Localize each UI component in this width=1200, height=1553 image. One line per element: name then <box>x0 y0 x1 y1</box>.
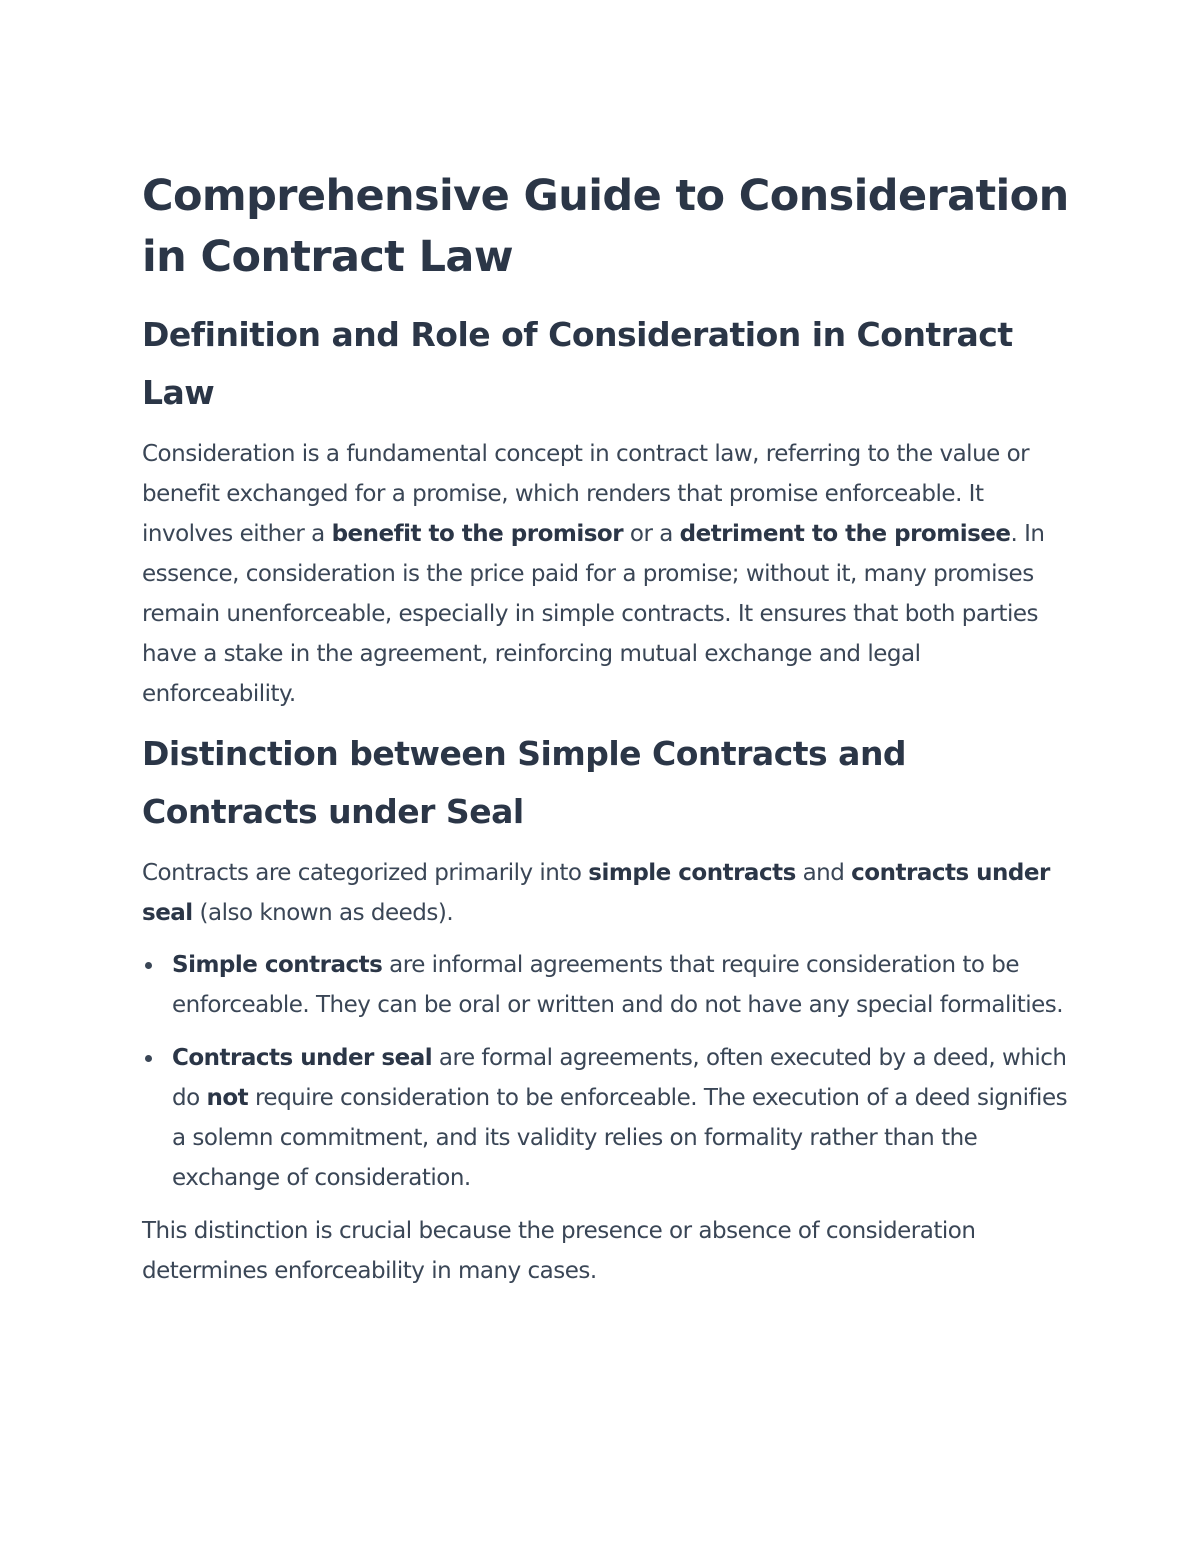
intro-bold-simple: simple contracts <box>588 860 796 886</box>
definition-text-1: Consideration is a fundamental concept in contract law, referring to the value or benefit exchanged for a promise, which renders that promise enforceable. It involves either a <box>142 441 1030 547</box>
list-item-bold: Contracts under seal <box>172 1045 433 1071</box>
intro-text-3: (also known as deeds). <box>192 900 454 926</box>
list-item-contracts-under-seal <box>142 1038 1072 1198</box>
definition-bold-detriment: detriment to the promisee <box>679 521 1011 547</box>
closing-paragraph: This distinction is crucial because the presence or absence of consideration determines enforceability in many cases. <box>142 1218 976 1284</box>
definition-paragraph <box>142 434 1072 714</box>
list-item-text-2: require consideration to be enforceable. The execution of a deed signifies a solemn commitment, and its validity relies on formality rather than the exchange of consideration. <box>172 1085 1068 1191</box>
bullet-icon <box>145 962 152 969</box>
list-item-text: are formal agreements, often executed by a deed, which do <box>172 1045 1067 1111</box>
intro-bold-seal: contracts under seal <box>142 860 1050 926</box>
document-page <box>142 166 1072 1291</box>
bullet-icon <box>145 1055 152 1062</box>
contract-types-list <box>142 945 1072 1198</box>
definition-text-3: . In essence, consideration is the price paid for a promise; without it, many promises remain unenforceable, especially in simple contracts. It ensures that both parties have a stake in the agreement, reinforcing mutual exchange and legal enforceability. <box>142 521 1045 707</box>
intro-text-1: Contracts are categorized primarily into <box>142 860 589 886</box>
definition-text-2: or a <box>623 521 680 547</box>
list-item-text: are informal agreements that require consideration to be enforceable. They can be oral or written and do not have any special formalities. <box>172 952 1064 1018</box>
list-item-bold: Simple contracts <box>172 952 383 978</box>
list-item-simple-contracts <box>142 945 1072 1025</box>
document-title: Comprehensive Guide to Consideration in Contract Law <box>142 171 1069 282</box>
section-heading-distinction: Distinction between Simple Contracts and Contracts under Seal <box>142 734 907 831</box>
list-item-bold-not: not <box>206 1085 249 1111</box>
definition-bold-benefit: benefit to the promisor <box>331 521 624 547</box>
distinction-intro-paragraph <box>142 853 1072 933</box>
section-heading-definition: Definition and Role of Consideration in Contract Law <box>142 315 1013 412</box>
intro-text-2: and <box>795 860 852 886</box>
